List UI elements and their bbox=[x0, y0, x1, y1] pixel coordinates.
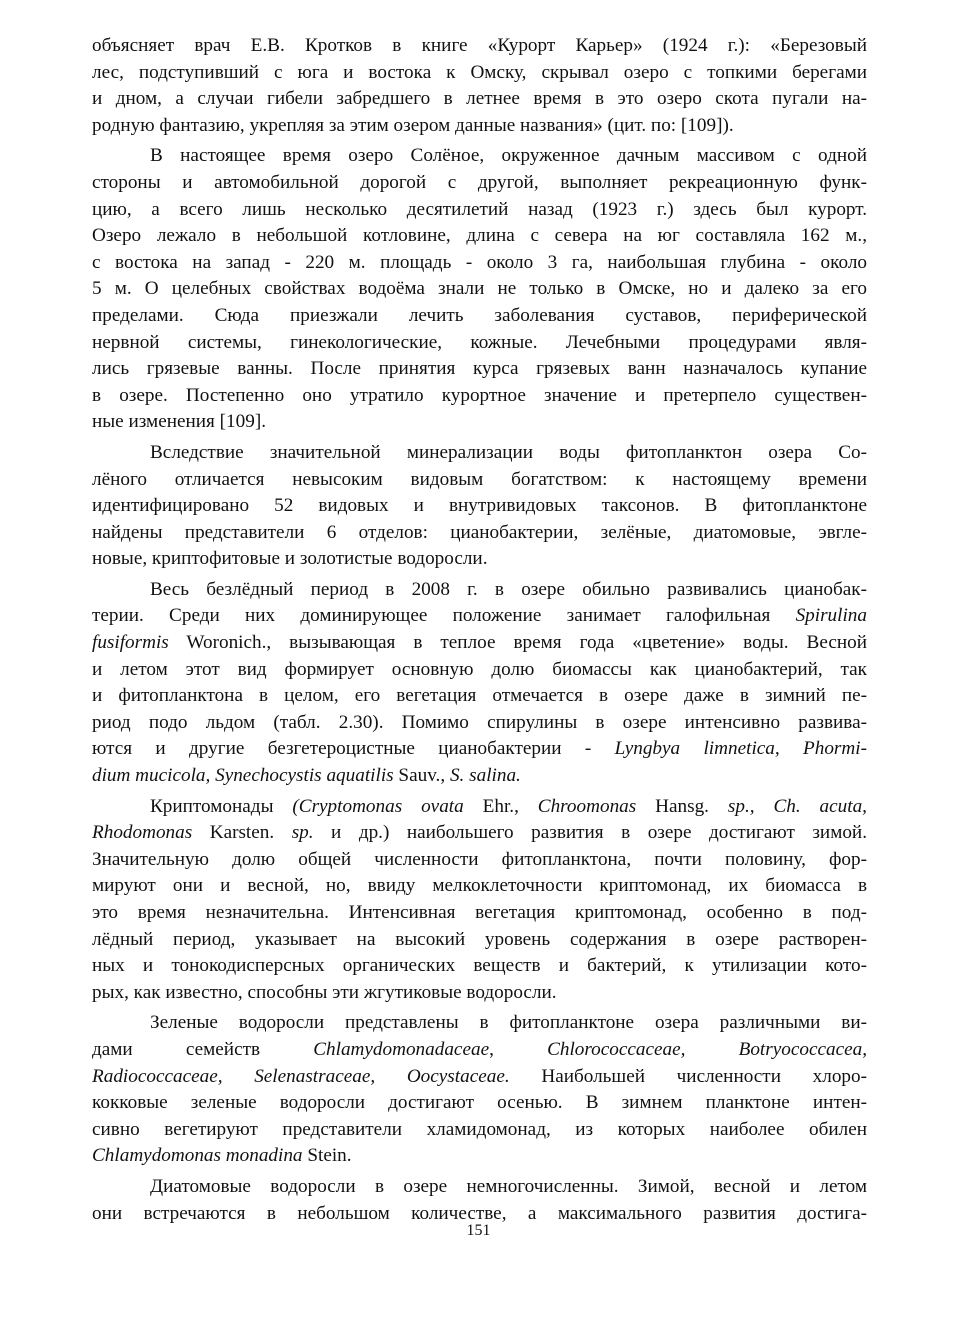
text-line bbox=[92, 794, 867, 821]
text-line: и фитопланктона в целом, его вегетация отмечается в озере даже в зимний пе- bbox=[92, 685, 867, 707]
species-name: Chlamydomonadaceae bbox=[313, 1038, 490, 1060]
text-line: родную фантазию, укрепляя за этим озером данные названия» (цит. по: [109]). bbox=[92, 114, 734, 136]
text-line: Диатомовые водоросли в озере немногочисленны. Зимой, весной и летом bbox=[150, 1175, 867, 1197]
text-line: 5 м. О целебных свойствах водоёма знали не только в Омске, но и далеко за его bbox=[92, 278, 867, 300]
text-run: Karsten. bbox=[192, 822, 292, 844]
species-name: S. salina. bbox=[449, 765, 521, 787]
text-line: нервной системы, гинекологические, кожные. Лечебными процедурами явля- bbox=[92, 331, 867, 353]
text-line bbox=[92, 736, 867, 763]
species-name: dium mucicola, Synechocystis aquatilis bbox=[92, 765, 394, 787]
species-name: fusiformis bbox=[92, 632, 169, 654]
text-line: лёдный период, указывает на высокий уровень содержания в озере растворен- bbox=[92, 928, 867, 950]
text-line bbox=[92, 1143, 867, 1170]
text-line: пределами. Сюда приезжали лечить заболевания суставов, периферической bbox=[92, 304, 867, 326]
text-run: Наибольшей численности хлоро- bbox=[509, 1065, 867, 1087]
text-line: Зеленые водоросли представлены в фитопланктоне озера различными ви- bbox=[150, 1012, 867, 1034]
text-line: Озеро лежало в небольшой котловине, длина с севера на юг составляла 162 м., bbox=[92, 225, 867, 247]
text-run: и др.) наибольшего развития в озере достигают зимой. bbox=[313, 822, 868, 844]
text-line: они встречаются в небольшом количестве, а максимального развития достига- bbox=[92, 1202, 867, 1224]
body-text bbox=[92, 33, 867, 1227]
species-name: Radiococcaceae, Selenastraceae, Oocystaceae. bbox=[92, 1065, 510, 1087]
text-line: Вследствие значительной минерализации воды фитопланктон озера Со- bbox=[150, 441, 867, 463]
species-name: (Cryptomonas ovata bbox=[292, 795, 464, 817]
text-line: с востока на запад - 220 м. площадь - около 3 га, наибольшая глубина - около bbox=[92, 251, 867, 273]
species-name: Chroomonas bbox=[537, 795, 637, 817]
text-line bbox=[92, 763, 867, 790]
text-run: ются и другие безгетероцистные цианобактерии - bbox=[92, 738, 615, 760]
text-line: мируют они и весной, но, ввиду мелкоклеточности криптомонад, их биомасса в bbox=[92, 875, 867, 897]
text-line: ных и тонокодисперсных органических веществ и бактерий, к утилизации кото- bbox=[92, 955, 867, 977]
text-line: лись грязевые ванны. После принятия курса грязевых ванн назначалось купание bbox=[92, 358, 867, 380]
text-line: риод подо льдом (табл. 2.30). Помимо спирулины в озере интенсивно развива- bbox=[92, 711, 867, 733]
text-line: В настоящее время озеро Солёное, окруженное дачным массивом с одной bbox=[150, 145, 867, 167]
text-run: терии. Среди них доминирующее положение занимает галофильная bbox=[92, 605, 796, 627]
species-name: Chlorococcaceae, Botryococcacea, bbox=[547, 1038, 867, 1060]
text-run: Sauv., bbox=[393, 765, 450, 787]
text-run: Hansg. bbox=[636, 795, 728, 817]
page-number: 151 bbox=[466, 1222, 491, 1239]
text-line bbox=[92, 1037, 867, 1064]
text-run: Криптомонады bbox=[150, 795, 293, 817]
text-run: Woronich., вызывающая в теплое время года «цветение» воды. Весной bbox=[168, 632, 867, 654]
text-line: Весь безлёдный период в 2008 г. в озере обильно развивались цианобак- bbox=[150, 578, 867, 600]
text-line: объясняет врач Е.В. Кротков в книге «Курорт Карьер» (1924 г.): «Березовый bbox=[92, 35, 867, 56]
text-line: и дном, а случаи гибели забредшего в летнее время в это озеро скота пугали на- bbox=[92, 88, 867, 110]
text-line: рых, как известно, способны эти жгутиковые водоросли. bbox=[92, 981, 557, 1003]
text-line: лес, подступивший с юга и востока к Омску, скрывал озеро с топкими берегами bbox=[92, 61, 867, 83]
text-line: сивно вегетируют представители хламидомонад, из которых наиболее обилен bbox=[92, 1118, 867, 1140]
text-line: Значительную долю общей численности фитопланктона, почти половину, фор- bbox=[92, 848, 867, 870]
species-name: Chlamydomonas monadina bbox=[92, 1145, 303, 1167]
text-run: , bbox=[489, 1038, 548, 1060]
text-line bbox=[92, 630, 867, 657]
text-line: это время незначительна. Интенсивная вегетация криптомонад, особенно в под- bbox=[92, 902, 867, 923]
text-line: лёного отличается невысоким видовым богатством: к настоящему времени bbox=[92, 468, 867, 490]
text-line: найдены представители 6 отделов: цианобактерии, зелёные, диатомовые, эвгле- bbox=[92, 521, 867, 543]
species-name: Rhodomonas bbox=[92, 822, 193, 844]
text-line bbox=[92, 820, 867, 847]
text-line: цию, а всего лишь несколько десятилетий назад (1923 г.) здесь был курорт. bbox=[92, 198, 867, 220]
species-name: sp. bbox=[291, 822, 314, 844]
text-line: в озере. Постепенно оно утратило курортное значение и претерпело существен- bbox=[92, 384, 867, 406]
species-name: Lyngbya limnetica, Phormi- bbox=[614, 738, 867, 760]
text-line bbox=[92, 1064, 867, 1091]
text-line: идентифицировано 52 видовых и внутривидовых таксонов. В фитопланктоне bbox=[92, 495, 867, 517]
species-name: Spirulina bbox=[795, 605, 867, 627]
text-run: Stein. bbox=[302, 1145, 352, 1167]
species-name: sp., Ch. acuta, bbox=[727, 795, 867, 817]
text-line: и летом этот вид формирует основную долю биомассы как цианобактерий, так bbox=[92, 658, 867, 680]
text-line: новые, криптофитовые и золотистые водоросли. bbox=[92, 548, 488, 570]
text-run: Ehr., bbox=[463, 795, 538, 817]
text-run: дами семейств bbox=[92, 1038, 314, 1060]
text-line: кокковые зеленые водоросли достигают осенью. В зимнем планктоне интен- bbox=[92, 1092, 867, 1114]
text-line: ные изменения [109]. bbox=[92, 411, 267, 433]
text-line bbox=[92, 603, 867, 630]
text-line: стороны и автомобильной дорогой с другой, выполняет рекреационную функ- bbox=[92, 171, 867, 193]
